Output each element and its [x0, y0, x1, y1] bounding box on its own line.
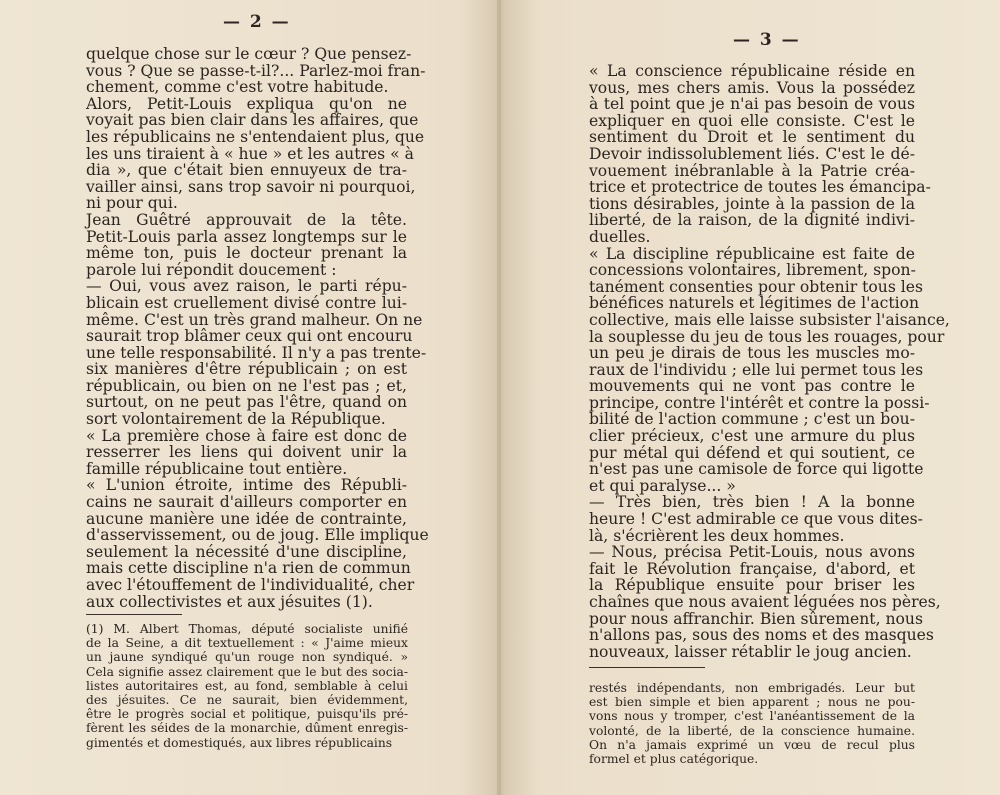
footnote-line: (1) M. Albert Thomas, député socialiste unifié	[86, 622, 408, 636]
text-line: vous ? Que se passe-t-il?... Parlez-moi fran-	[86, 61, 426, 80]
footnote-line: fèrent les séides de la monarchie, dûment enregis-	[86, 721, 408, 736]
footnote-line: un jaune syndiqué qu'un rouge non syndiqué. »	[86, 650, 408, 665]
text-line: pour nous affranchir. Bien sûrement, nous	[589, 609, 923, 628]
page-number: — 2 —	[223, 12, 291, 32]
footnote-line: vons nous y tromper, c'est l'anéantissement de la	[589, 709, 915, 724]
text-line: nouveaux, laisser rétablir le joug ancien.	[589, 642, 912, 661]
text-line: tions désirables, jointe à la passion de la	[589, 194, 915, 213]
text-line: dia », que c'était bien ennuyeux de tra-	[86, 161, 407, 180]
text-line: — Oui, vous avez raison, le parti répu-	[86, 277, 407, 296]
text-line: bénéfices naturels et légitimes de l'action	[589, 294, 920, 313]
footnote-rule	[86, 614, 182, 615]
text-line: trice et protectrice de toutes les émancipa-	[589, 178, 931, 197]
footnote-line: restés indépendants, non embrigadés. Leur but	[589, 681, 915, 695]
text-line: mouvements qui ne vont pas contre le	[589, 377, 915, 396]
text-line: bilité de l'action commune ; c'est un bou-	[589, 410, 915, 429]
text-line: n'est pas une camisole de force qui ligotte	[589, 460, 924, 479]
text-line: la République ensuite pour briser les	[589, 576, 915, 595]
text-line: et qui paralyse... »	[589, 476, 736, 495]
footnote-line: Cela signifie assez clairement que le but des socia-	[86, 664, 408, 679]
text-line: sort volontairement de la République.	[86, 410, 386, 429]
text-line: la souplesse du jeu de tous les rouages, pour	[589, 327, 945, 346]
text-line: heure ! C'est admirable ce que vous dites-	[589, 510, 923, 529]
text-line: vouement inébranlable à la Patrie créa-	[589, 161, 915, 180]
text-line: pur métal qui défend et qui soutient, ce	[589, 443, 915, 462]
text-line: « La conscience républicaine réside en	[589, 62, 915, 80]
text-line: mais cette discipline n'a rien de commun	[86, 559, 411, 578]
text-line: chement, comme c'est votre habitude.	[86, 78, 389, 97]
text-line: sentiment du Droit et le sentiment du	[589, 128, 915, 147]
text-line: là, s'écrièrent les deux hommes.	[589, 526, 845, 545]
text-line: même ton, puis le docteur prenant la	[86, 244, 407, 263]
text-line: raux de l'individu ; elle lui permet tous les	[589, 360, 924, 379]
text-line: quelque chose sur le cœur ? Que pensez-	[86, 45, 412, 63]
text-line: « La première chose à faire est donc de	[86, 426, 407, 445]
text-line: tanément consenties pour obtenir tous les	[589, 277, 924, 296]
page-body-text	[86, 45, 429, 611]
text-line: aucune manière une idée de contrainte,	[86, 509, 407, 528]
footnote-line: On n'a jamais exprimé un vœu de recul plus	[589, 737, 915, 752]
text-line: vous, mes chers amis. Vous la possédez	[589, 78, 915, 97]
text-line: duelles.	[589, 227, 651, 246]
text-line: principe, contre l'intérêt et contre la possi-	[589, 393, 930, 412]
text-line: républicain, ou bien on ne l'est pas ; et,	[86, 376, 407, 395]
text-line: Alors, Petit-Louis expliqua qu'on ne	[86, 94, 407, 113]
text-line: seulement la nécessité d'une discipline,	[86, 542, 407, 561]
text-line: liberté, de la raison, de la dignité indivi-	[589, 211, 915, 230]
footnote-line: volonté, de la liberté, de la conscience humaine.	[589, 723, 915, 738]
text-line: six manières d'être républicain ; on est	[86, 360, 407, 379]
text-line: cains ne saurait d'ailleurs comporter en	[86, 493, 407, 512]
footnote-line: formel et plus catégorique.	[589, 751, 759, 766]
text-line: les uns tiraient à « hue » et les autres « à	[86, 144, 414, 163]
text-line: concessions volontaires, librement, spon-	[589, 261, 916, 280]
text-line: — Très bien, très bien ! A la bonne	[589, 493, 915, 512]
footnote-line: de la Seine, a dit textuellement : « J'aime mieux	[86, 636, 408, 651]
text-line: ni pour qui.	[86, 194, 178, 213]
footnote-line: des jésuites. Ce ne saurait, bien évidemment,	[86, 692, 408, 707]
text-line: parole lui répondit doucement :	[86, 260, 337, 279]
footnote-line: être le progrès social et politique, puisqu'ils pré-	[86, 707, 408, 722]
text-line: saurait trop blâmer ceux qui ont encouru	[86, 327, 413, 346]
text-line: blicain est cruellement divisé contre lui-	[86, 293, 407, 312]
right-page	[501, 0, 1000, 795]
text-line: Petit-Louis parla assez longtemps sur le	[86, 227, 407, 246]
text-line: à tel point que je n'ai pas besoin de vous	[589, 95, 915, 114]
text-line: n'allons pas, sous des noms et des masques	[589, 626, 934, 645]
left-page	[0, 0, 497, 795]
page-number: — 3 —	[733, 30, 801, 50]
text-line: resserrer les liens qui doivent unir la	[86, 443, 407, 462]
text-line: une telle responsabilité. Il n'y a pas trente-	[86, 343, 427, 362]
page-body-text	[589, 62, 950, 661]
footnote-line: listes autoritaires est, au fond, semblable à celui	[86, 678, 408, 693]
text-line: expliquer en quoi elle consiste. C'est le	[589, 111, 915, 130]
footnote-line: gimentés et domestiqués, aux libres républicains	[86, 735, 393, 750]
text-line: même. C'est un très grand malheur. On ne	[86, 310, 423, 329]
text-line: Devoir indissolublement liés. C'est le dé-	[589, 144, 915, 163]
text-line: famille républicaine tout entière.	[86, 459, 348, 478]
text-line: les républicains ne s'entendaient plus, que	[86, 127, 425, 146]
text-line: un peu je dirais de tous les muscles mo-	[589, 344, 915, 363]
text-line: collective, mais elle laisse subsister l'aisance,	[589, 310, 950, 329]
text-line: — Nous, précisa Petit-Louis, nous avons	[589, 543, 915, 562]
text-line: d'asservissement, ou de joug. Elle implique	[86, 526, 429, 545]
text-line: surtout, on ne peut pas l'être, quand on	[86, 393, 407, 412]
text-line: aux collectivistes et aux jésuites (1).	[86, 592, 373, 611]
text-line: fait le Révolution française, d'abord, et	[589, 559, 915, 578]
text-line: voyait pas bien clair dans les affaires, que	[86, 111, 419, 130]
text-line: « La discipline républicaine est faite de	[589, 244, 915, 263]
text-line: avec l'étouffement de l'individualité, cher	[86, 576, 415, 594]
text-line: Jean Guêtré approuvait de la tête.	[86, 210, 407, 229]
text-line: « L'union étroite, intime des Républi-	[86, 476, 407, 495]
footnote-rule	[589, 667, 705, 668]
footnote	[86, 622, 408, 750]
footnote-line: est bien simple et bien apparent ; nous ne pou-	[589, 695, 915, 710]
text-line: vailler ainsi, sans trop savoir ni pourquoi,	[86, 177, 416, 196]
text-line: clier précieux, c'est une armure du plus	[589, 427, 915, 446]
footnote	[589, 681, 915, 766]
text-line: chaînes que nous avaient léguées nos pères,	[589, 593, 941, 611]
